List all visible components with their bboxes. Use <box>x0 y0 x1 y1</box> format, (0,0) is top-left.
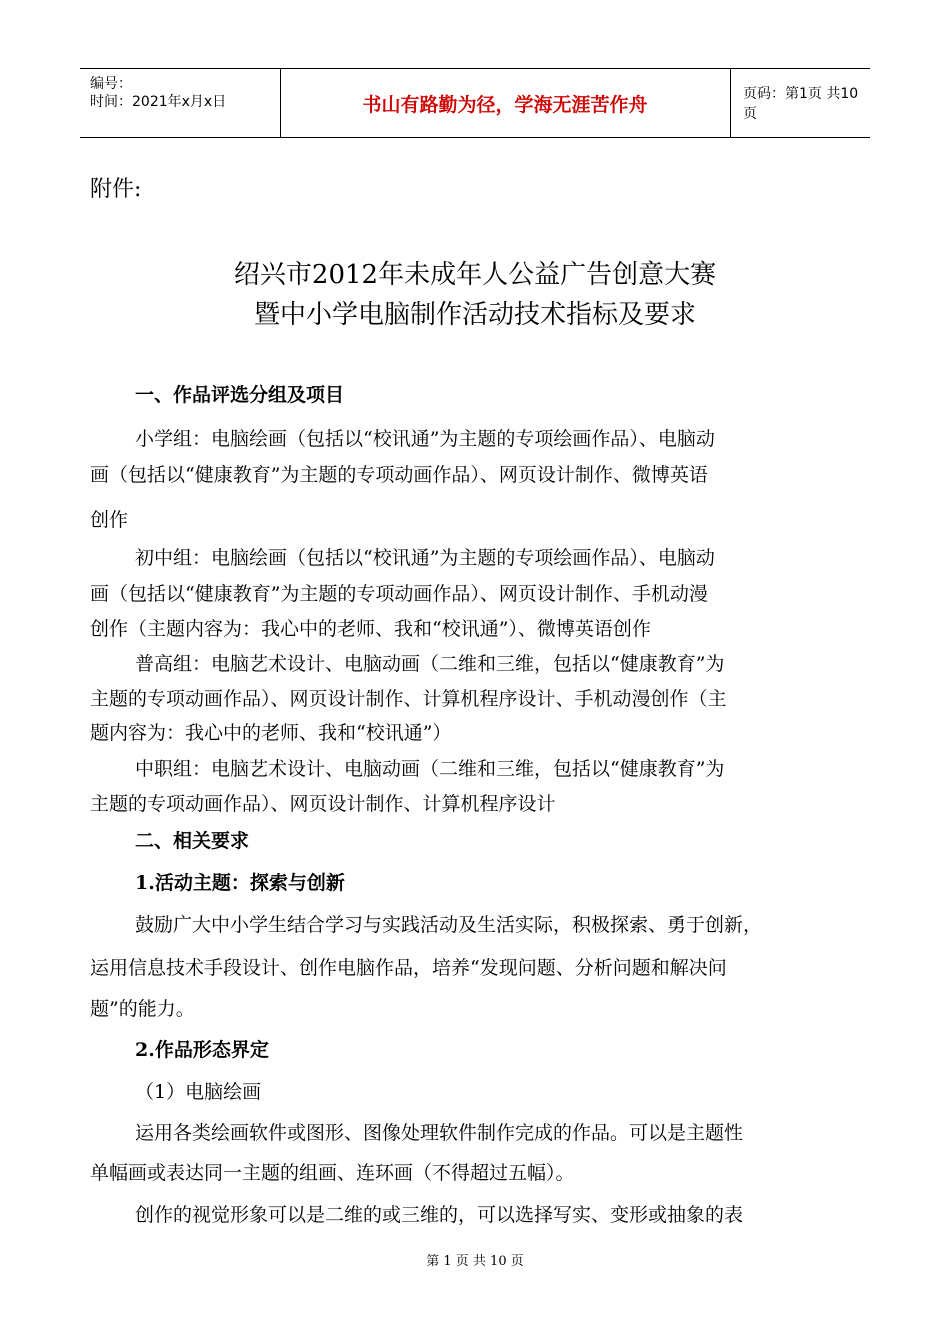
section-heading-2: 二、相关要求 <box>135 830 250 852</box>
header-motto: 书山有路勤为径，学海无涯苦作舟 <box>280 69 731 137</box>
doc-date: 时间：2021年x月x日 <box>90 94 227 110</box>
paragraph-line: 创作（主题内容为：我心中的老师、我和“校讯通”）、微博英语创作 <box>90 618 651 640</box>
paragraph-line: 画（包括以“健康教育”为主题的专项动画作品）、网页设计制作、手机动漫 <box>90 583 708 605</box>
paragraph-line: 中职组：电脑艺术设计、电脑动画（二维和三维，包括以“健康教育”为 <box>135 758 725 780</box>
attachment-label: 附件: <box>90 177 142 202</box>
paragraph-line: 主题的专项动画作品）、网页设计制作、计算机程序设计 <box>90 793 556 815</box>
doc-title-line1: 绍兴市2012年未成年人公益广告创意大赛 <box>233 260 717 290</box>
doc-number: 编号： <box>90 76 132 92</box>
subsection-heading-2: 2.作品形态界定 <box>135 1039 269 1061</box>
paragraph-line: 题内容为：我心中的老师、我和“校讯通”） <box>90 722 452 744</box>
header-meta <box>80 69 281 137</box>
paragraph-line: 普高组：电脑艺术设计、电脑动画（二维和三维，包括以“健康教育”为 <box>135 653 725 675</box>
paragraph-line: 运用各类绘画软件或图形、图像处理软件制作完成的作品。可以是主题性 <box>135 1122 744 1144</box>
paragraph-line: 创作的视觉形象可以是二维的或三维的，可以选择写实、变形或抽象的表 <box>135 1204 744 1226</box>
header-table <box>80 68 870 138</box>
subsection-heading-1: 1.活动主题：探索与创新 <box>135 872 345 894</box>
paragraph-line: 主题的专项动画作品）、网页设计制作、计算机程序设计、手机动漫创作（主 <box>90 688 727 710</box>
page-footer: 第 1 页 共 10 页 <box>426 1254 524 1269</box>
paragraph-line: 单幅画或表达同一主题的组画、连环画（不得超过五幅）。 <box>90 1162 575 1184</box>
doc-title-line2: 暨中小学电脑制作活动技术指标及要求 <box>253 300 696 330</box>
header-page-info: 页码：第1页 共10页 <box>743 86 859 122</box>
paragraph-line: 鼓励广大中小学生结合学习与实践活动及生活实际，积极探索、勇于创新， <box>135 914 763 936</box>
subsection-heading-3: （1）电脑绘画 <box>135 1081 262 1103</box>
paragraph-line: 运用信息技术手段设计、创作电脑作品，培养“发现问题、分析问题和解决问 <box>90 957 727 979</box>
section-heading-1: 一、作品评选分组及项目 <box>135 384 345 406</box>
paragraph-line: 画（包括以“健康教育”为主题的专项动画作品）、网页设计制作、微博英语 <box>90 464 708 486</box>
paragraph-line: 创作 <box>90 509 129 531</box>
paragraph-line: 小学组：电脑绘画（包括以“校讯通”为主题的专项绘画作品）、电脑动 <box>135 428 715 450</box>
paragraph-line: 题”的能力。 <box>90 998 195 1020</box>
paragraph-line: 初中组：电脑绘画（包括以“校讯通”为主题的专项绘画作品）、电脑动 <box>135 547 715 569</box>
